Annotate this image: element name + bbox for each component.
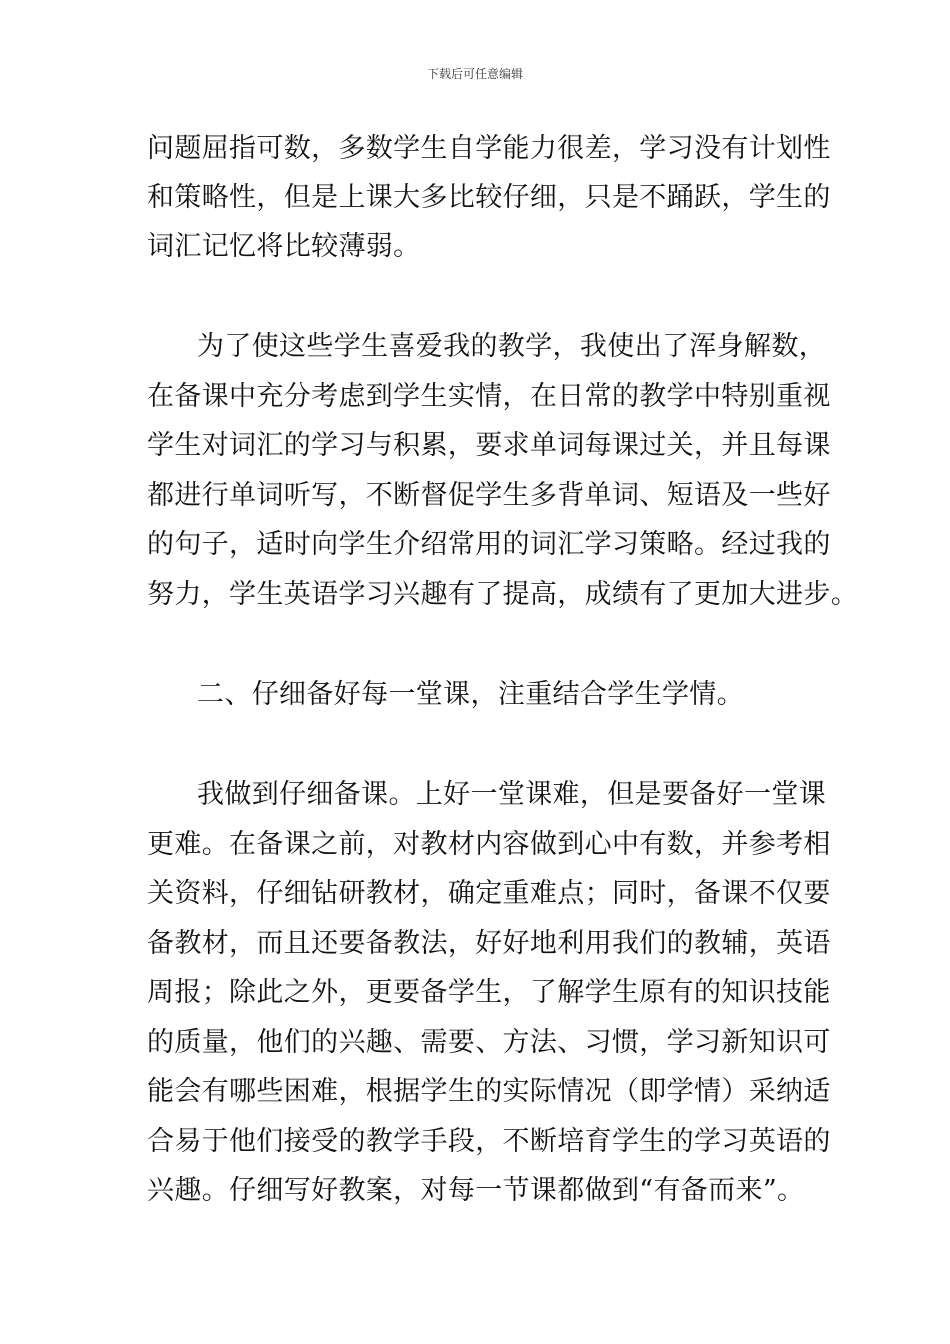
text-line: 努力，学生英语学习兴趣有了提高，成绩有了更加大进步。 <box>147 579 859 610</box>
text-line: 我做到仔细备课。上好一堂课难，但是要备好一堂课 <box>197 779 827 810</box>
page-header: 下载后可任意编辑 <box>426 67 523 81</box>
text-line: 关资料，仔细钻研教材，确定重难点；同时，备课不仅要 <box>147 878 831 909</box>
text-line: 备教材，而且还要备教法，好好地利用我们的教辅，英语 <box>147 928 831 959</box>
text-line: 在备课中充分考虑到学生实情，在日常的教学中特别重视 <box>147 381 831 412</box>
text-line: 和策略性，但是上课大多比较仔细，只是不踊跃，学生的 <box>147 182 831 213</box>
text-line: 的句子，适时向学生介绍常用的词汇学习策略。经过我的 <box>147 529 831 560</box>
text-line: 词汇记忆将比较薄弱。 <box>147 231 421 262</box>
text-line: 周报；除此之外，更要备学生，了解学生原有的知识技能 <box>147 977 831 1008</box>
text-line: 更难。在备课之前，对教材内容做到心中有数，并参考相 <box>147 829 831 860</box>
text-line: 能会有哪些困难，根据学生的实际情况（即学情）采纳适 <box>147 1076 831 1107</box>
text-line: 合易于他们接受的教学手段，不断培育学生的学习英语的 <box>147 1126 831 1157</box>
text-line: 都进行单词听写，不断督促学生多背单词、短语及一些好 <box>147 480 831 511</box>
text-line: 问题屈指可数，多数学生自学能力很差，学习没有计划性 <box>147 133 831 164</box>
text-line: 学生对词汇的学习与积累，要求单词每课过关，并且每课 <box>147 430 831 461</box>
text-line: 为了使这些学生喜爱我的教学，我使出了浑身解数， <box>197 331 827 362</box>
text-line: 兴趣。仔细写好教案，对每一节课都做到“有备而来”。 <box>147 1175 805 1206</box>
section-heading: 二、仔细备好每一堂课，注重结合学生学情。 <box>197 679 744 710</box>
text-line: 的质量，他们的兴趣、需要、方法、习惯，学习新知识可 <box>147 1027 831 1058</box>
